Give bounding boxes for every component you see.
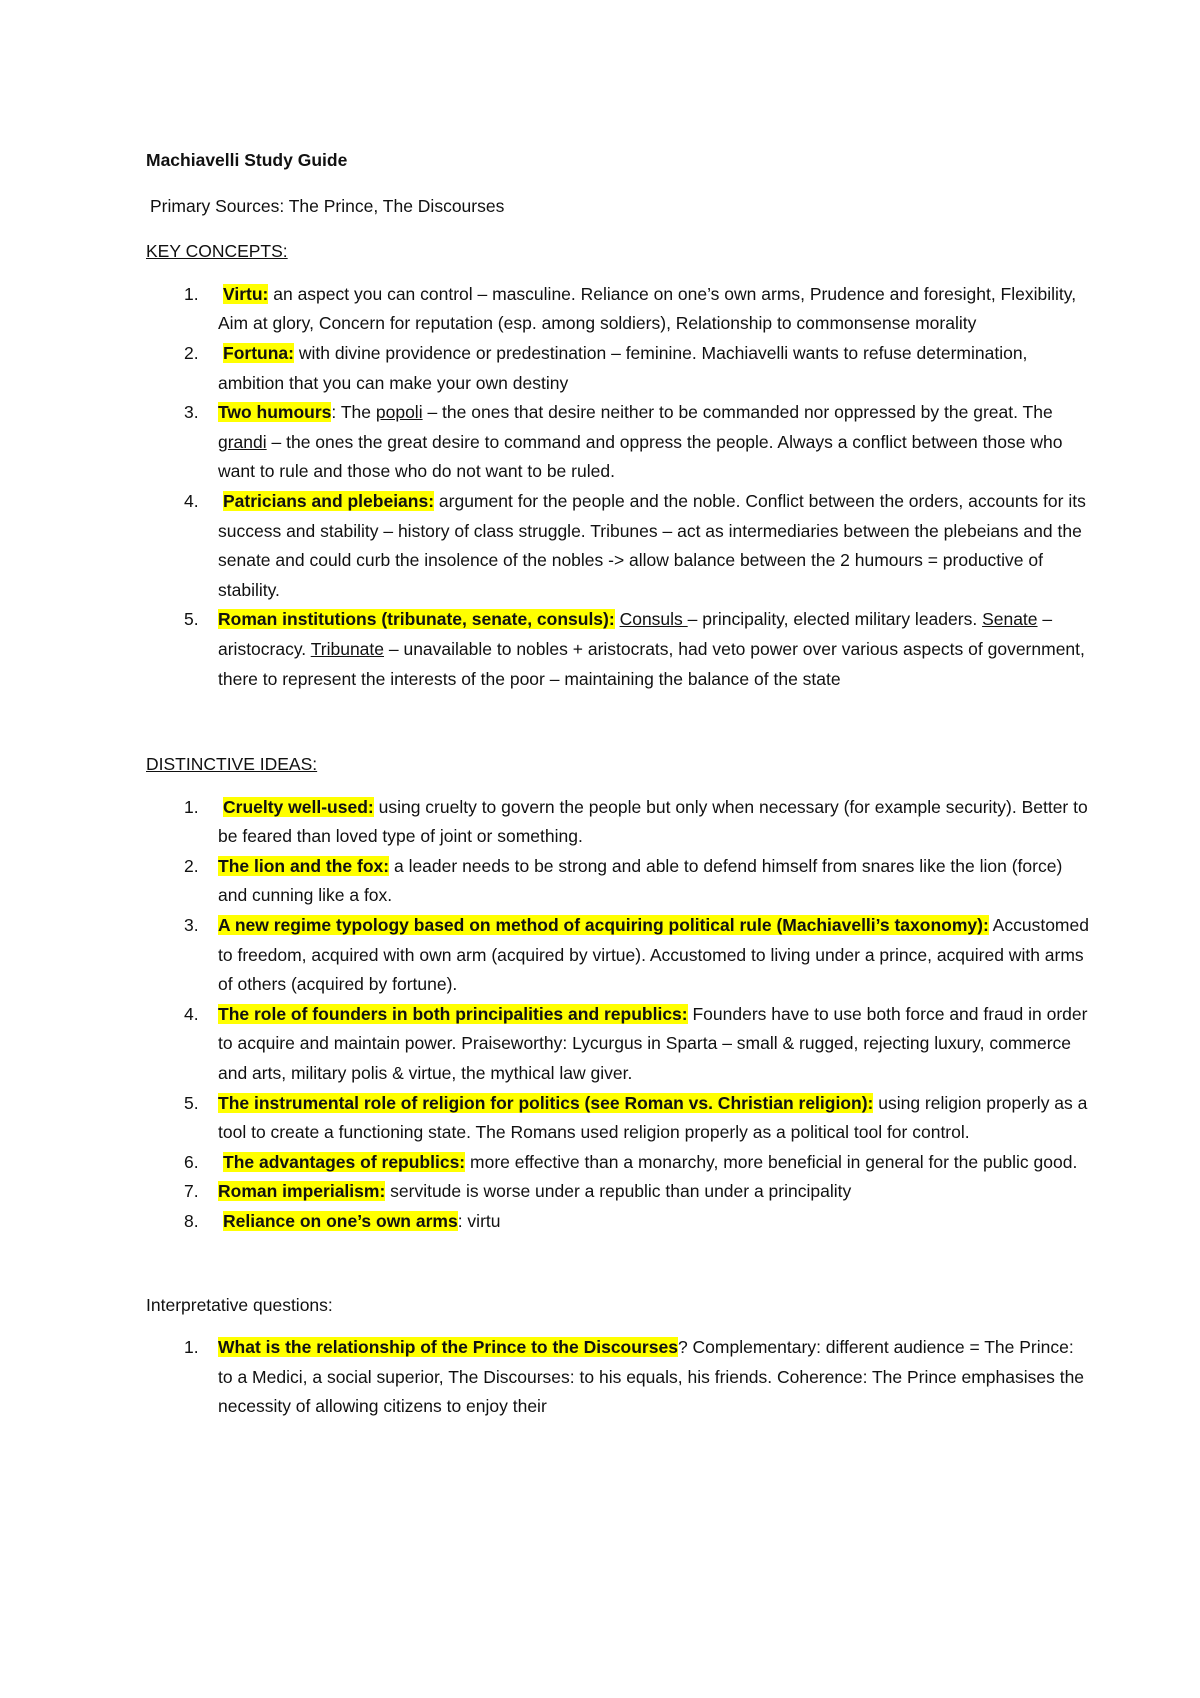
item-text: argument for the people and the noble. Conflict between the orders, accounts for its success and stability – history of class struggle. Tribunes – act as intermediaries between the plebeians and the senate and could curb the insolence of the nobles -> allow balance between the 2 humours = productive of stability. bbox=[218, 490, 1086, 600]
list-item bbox=[146, 1177, 1090, 1207]
highlighted-term: The instrumental role of religion for politics (see Roman vs. Christian religion): bbox=[218, 1092, 874, 1113]
item-text: – unavailable to nobles + aristocrats, had veto power over various aspects of government, there to represent the interests of the poor – maintaining the balance of the state bbox=[218, 638, 1085, 689]
highlighted-term: Two humours bbox=[218, 402, 332, 423]
item-text: – the ones that desire neither to be commanded nor oppressed by the great. The bbox=[422, 402, 1053, 423]
highlighted-term: Patricians and plebeians: bbox=[223, 490, 435, 511]
list-item bbox=[146, 852, 1090, 911]
list-item bbox=[146, 1333, 1090, 1422]
distinctive-ideas-heading: DISTINCTIVE IDEAS: bbox=[146, 754, 318, 775]
document-subtitle: Primary Sources: The Prince, The Discourses bbox=[150, 195, 505, 216]
item-number: 7. bbox=[184, 1181, 199, 1202]
item-text: a leader needs to be strong and able to defend himself from snares like the lion (force) and cunning like a fox. bbox=[218, 855, 1063, 906]
highlighted-term: What is the relationship of the Prince to the Discourses bbox=[218, 1337, 678, 1358]
highlighted-term: Virtu: bbox=[223, 283, 269, 304]
item-number: 1. bbox=[184, 796, 199, 817]
document-title: Machiavelli Study Guide bbox=[146, 150, 348, 170]
item-number: 3. bbox=[184, 915, 199, 936]
underlined-term: grandi bbox=[218, 431, 267, 452]
item-number: 4. bbox=[184, 490, 199, 511]
item-text: Accustomed to freedom, acquired with own arm (acquired by virtue). Accustomed to living under a prince, acquired with arms of others (acquired by fortune). bbox=[218, 915, 1089, 995]
item-number: 2. bbox=[184, 342, 199, 363]
item-text: an aspect you can control – masculine. Reliance on one’s own arms, Prudence and foresight, Flexibility, Aim at glory, Concern for reputation (esp. among soldiers), Relationship to commonsense morality bbox=[218, 283, 1077, 334]
highlighted-term: The role of founders in both principalities and republics: bbox=[218, 1003, 688, 1024]
underlined-term: Tribunate bbox=[310, 638, 384, 659]
underlined-term: Senate bbox=[982, 609, 1038, 630]
list-item bbox=[146, 280, 1090, 339]
item-text: The bbox=[336, 402, 376, 423]
item-number: 3. bbox=[184, 402, 199, 423]
item-text: – aristocracy. bbox=[218, 609, 1053, 659]
underlined-term: Consuls bbox=[619, 609, 688, 630]
list-item bbox=[146, 1207, 1090, 1237]
item-text: with divine providence or predestination – feminine. Machiavelli wants to refuse determination, ambition that you can make your own destiny bbox=[218, 342, 1028, 393]
list-item bbox=[146, 398, 1090, 487]
highlighted-term: Roman institutions (tribunate, senate, consuls): bbox=[218, 609, 615, 630]
highlighted-term: A new regime typology based on method of acquiring political rule (Machiavelli’s taxonomy): bbox=[218, 915, 989, 936]
highlighted-term: Roman imperialism: bbox=[218, 1181, 386, 1202]
highlighted-term: The lion and the fox: bbox=[218, 855, 390, 876]
item-number: 2. bbox=[184, 855, 199, 876]
item-text: – the ones the great desire to command and oppress the people. Always a conflict between those who want to rule and those who do not want to be ruled. bbox=[218, 431, 1063, 482]
highlighted-term: The advantages of republics: bbox=[223, 1151, 466, 1172]
highlighted-term: Reliance on one’s own arms bbox=[223, 1211, 458, 1231]
list-item bbox=[146, 487, 1090, 605]
highlighted-term: Fortuna: bbox=[223, 342, 294, 363]
item-text: using religion properly as a tool to create a functioning state. The Romans used religion properly as a political tool for control. bbox=[218, 1092, 1088, 1143]
underlined-term: popoli bbox=[375, 402, 423, 423]
interpretative-questions-heading: Interpretative questions: bbox=[146, 1294, 333, 1315]
list-item bbox=[146, 1148, 1090, 1178]
key-concepts-list bbox=[146, 280, 1090, 694]
highlighted-term: Cruelty well-used: bbox=[223, 796, 374, 817]
key-concepts-heading: KEY CONCEPTS: bbox=[146, 241, 288, 262]
list-item bbox=[146, 1000, 1090, 1089]
item-colon: : bbox=[331, 402, 337, 423]
list-item bbox=[146, 1089, 1090, 1148]
item-number: 5. bbox=[184, 609, 199, 630]
list-item bbox=[146, 793, 1090, 852]
item-number: 5. bbox=[184, 1092, 199, 1113]
item-text: using cruelty to govern the people but only when necessary (for example security). Better to be feared than loved type of joint or something. bbox=[218, 796, 1088, 847]
item-text: more effective than a monarchy, more beneficial in general for the public good. bbox=[465, 1151, 1078, 1172]
distinctive-ideas-list bbox=[146, 793, 1090, 1237]
item-number: 6. bbox=[184, 1151, 199, 1172]
item-number: 8. bbox=[184, 1211, 199, 1231]
item-number: 4. bbox=[184, 1003, 199, 1024]
item-text: – principality, elected military leaders. bbox=[687, 609, 983, 630]
list-item bbox=[146, 339, 1090, 398]
item-text: servitude is worse under a republic than under a principality bbox=[385, 1181, 852, 1202]
item-text: : virtu bbox=[457, 1211, 501, 1231]
item-text: Founders have to use both force and fraud in order to acquire and maintain power. Praiseworthy: Lycurgus in Sparta – small & rugged, rejecting luxury, commerce and arts, military polis & virtue, the mythical law giver. bbox=[218, 1003, 1088, 1084]
item-number: 1. bbox=[184, 1337, 199, 1358]
interpretative-questions-list bbox=[146, 1333, 1090, 1422]
item-number: 1. bbox=[184, 283, 199, 304]
item-text: ? Complementary: different audience = The Prince: to a Medici, a social superior, The Discourses: to his equals, his friends. Coherence: The Prince emphasises the necessity of allowing citizens to enjoy their bbox=[218, 1337, 1085, 1417]
list-item bbox=[146, 911, 1090, 1000]
list-item bbox=[146, 605, 1090, 694]
